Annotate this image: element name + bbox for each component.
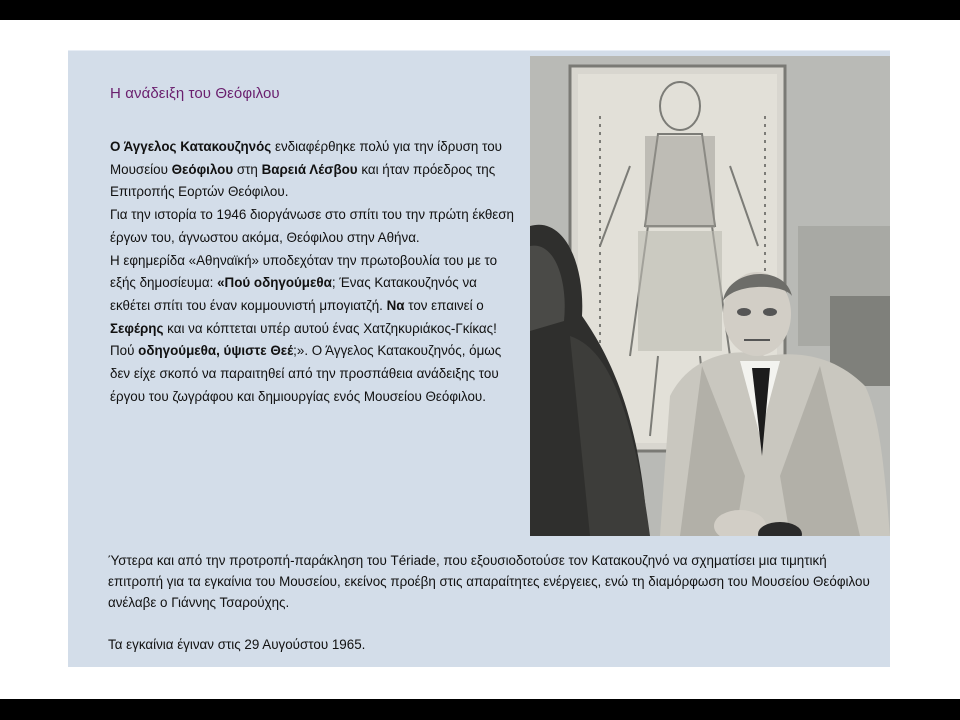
letterbox-top xyxy=(0,0,960,20)
paragraph-intro xyxy=(110,136,520,204)
slide xyxy=(0,20,960,699)
body-text xyxy=(110,136,520,408)
caption-date: Τα εγκαίνια έγιναν στις 29 Αυγούστου 1965. xyxy=(108,637,366,652)
bold-phrase: Ο Άγγελος Κατακουζηνός xyxy=(110,139,272,154)
text-run: και να κόπτεται υπέρ αυτού ένας Χατζηκυριάκος-Γκίκας! Πού xyxy=(110,320,497,359)
paragraph-exhibition: Για την ιστορία το 1946 διοργάνωσε στο σπίτι του την πρώτη έκθεση έργων του, άγνωστου ακόμα, Θεόφιλου στην Αθήνα. xyxy=(110,207,514,245)
caption-paragraph: Ύστερα και από την προτροπή-παράκληση του Tériade, που εξουσιοδοτούσε τον Κατακουζηνό να σχηματίσει μια τιμητική επιτροπή για τα εγκαίνια του Μουσείου, εκείνος προέβη στις απαραίτητες ενέργειες, ενώ τη διαμόρφωση του Μουσείου Θεόφιλου ανέλαβε ο Γιάννης Τσαρούχης. xyxy=(108,553,870,610)
caption xyxy=(108,550,878,655)
bold-phrase: οδηγούμεθα, ύψιστε Θεέ xyxy=(138,343,294,359)
text-run: ενδιαφέρθηκε πολύ για την ίδρυση του Μουσείου xyxy=(110,139,502,177)
bold-phrase: Να xyxy=(386,297,405,313)
bold-phrase: «Πού οδηγούμεθα xyxy=(217,275,332,291)
text-run: Η εφημερίδα «Αθηναϊκή» υποδεχόταν την πρωτοβουλία του με το εξής δημοσίευμα: xyxy=(110,252,498,291)
text-run: τον επαινεί ο xyxy=(404,297,484,313)
slide-heading: Η ανάδειξη του Θεόφιλου xyxy=(110,85,280,102)
paragraph-newspaper xyxy=(110,250,520,409)
text-run: ; Ένας Κατακουζηνός να εκθέτει σπίτι του έναν κομμουνιστή μπογιατζή. xyxy=(110,275,477,313)
letterbox-bottom xyxy=(0,699,960,720)
caption-spacer xyxy=(108,613,878,634)
text-run: ;». Ο Άγγελος Κατακουζηνός, όμως δεν είχε σκοπό να παραιτηθεί από την προσπάθεια ανάδειξης του έργου του ζωγράφου και δημιουργίας ενός Μουσείου Θεόφιλου. xyxy=(110,343,502,404)
historic-photo xyxy=(530,56,890,536)
text-run: και ήταν πρόεδρος της Επιτροπής Εορτών Θεόφιλου. xyxy=(110,161,496,200)
text-run: στη xyxy=(233,161,262,177)
bold-phrase: Βαρειά Λέσβου xyxy=(261,161,358,177)
photo-image xyxy=(530,56,890,536)
bold-phrase: Σεφέρης xyxy=(110,320,164,336)
bold-phrase: Θεόφιλου xyxy=(171,161,234,177)
